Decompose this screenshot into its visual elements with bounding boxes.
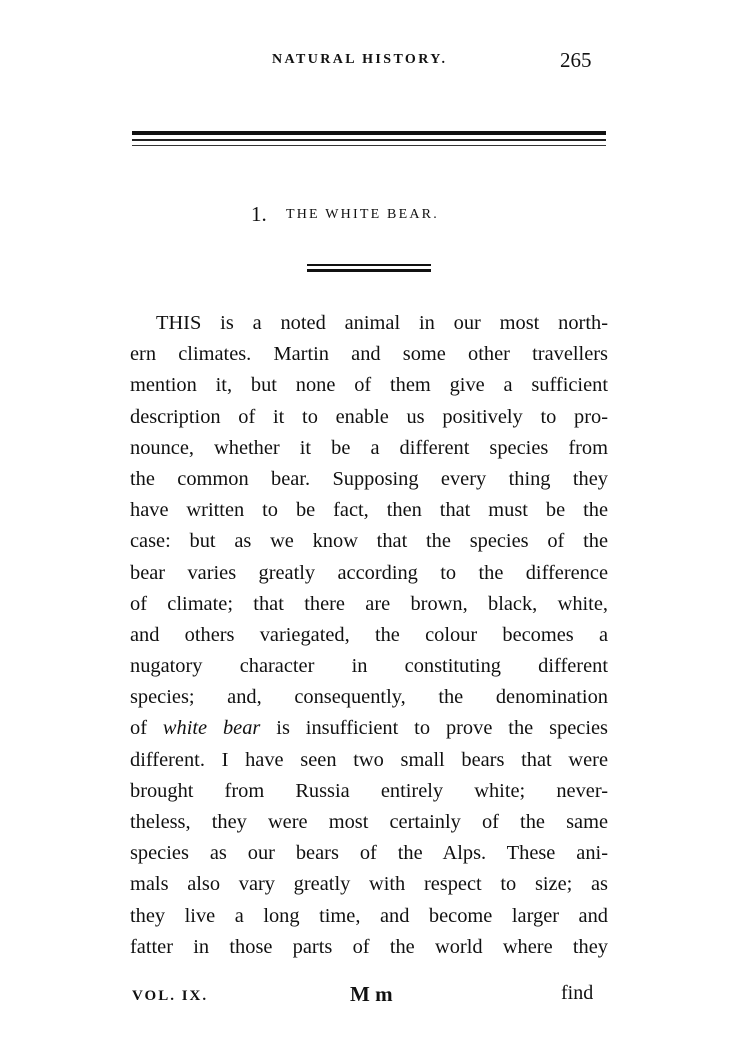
text-line: theless, they were most certainly of the same — [130, 811, 608, 833]
text-line: nounce, whether it be a different species from — [130, 436, 608, 459]
heading-rule-bottom — [307, 269, 431, 272]
text-line: brought from Russia entirely white; never- — [130, 779, 608, 802]
text-line: THIS is a noted animal in our most north- — [156, 312, 608, 334]
header-rule-hair — [132, 145, 606, 146]
text-fragment: is insufficient to prove the species — [276, 717, 608, 740]
text-line: mals also vary greatly with respect to size; as — [130, 873, 608, 896]
text-line: the common bear. Supposing every thing they — [130, 467, 608, 490]
text-line: species as our bears of the Alps. These ani- — [130, 842, 608, 865]
text-line: fatter in those parts of the world where they — [130, 935, 608, 958]
text-line: bear varies greatly according to the difference — [130, 561, 608, 584]
volume-signature: VOL. IX. — [132, 988, 209, 1004]
page-footer — [0, 978, 750, 1008]
text-line: and others variegated, the colour becomes a — [130, 623, 608, 646]
text-fragment: of — [130, 717, 147, 740]
heading-rule-top — [307, 264, 431, 266]
header-rule-thick — [132, 131, 606, 135]
running-head — [0, 48, 750, 78]
text-line-italic-phrase — [130, 713, 608, 744]
text-line: description of it to enable us positively to pro- — [130, 405, 608, 428]
signature-mark: M m — [350, 982, 393, 1006]
page-number: 265 — [560, 48, 592, 72]
text-line: of climate; that there are brown, black, white, — [130, 592, 608, 615]
section-title: THE WHITE BEAR. — [286, 207, 439, 222]
header-rule-thin — [132, 139, 606, 141]
section-number: 1. — [251, 202, 267, 226]
text-line: they live a long time, and become larger and — [130, 904, 608, 927]
italic-term: white bear — [162, 717, 261, 740]
catchword: find — [561, 982, 594, 1004]
text-line: different. I have seen two small bears that were — [130, 748, 608, 771]
running-title: NATURAL HISTORY. — [272, 52, 448, 67]
text-line: ern climates. Martin and some other travellers — [130, 343, 608, 366]
text-line: nugatory character in constituting different — [130, 655, 608, 678]
text-line: mention it, but none of them give a sufficient — [130, 374, 608, 397]
body-paragraph — [130, 308, 608, 963]
text-line: species; and, consequently, the denomination — [130, 686, 608, 709]
text-line: case: but as we know that the species of the — [130, 530, 608, 553]
text-line: have written to be fact, then that must be the — [130, 499, 608, 522]
